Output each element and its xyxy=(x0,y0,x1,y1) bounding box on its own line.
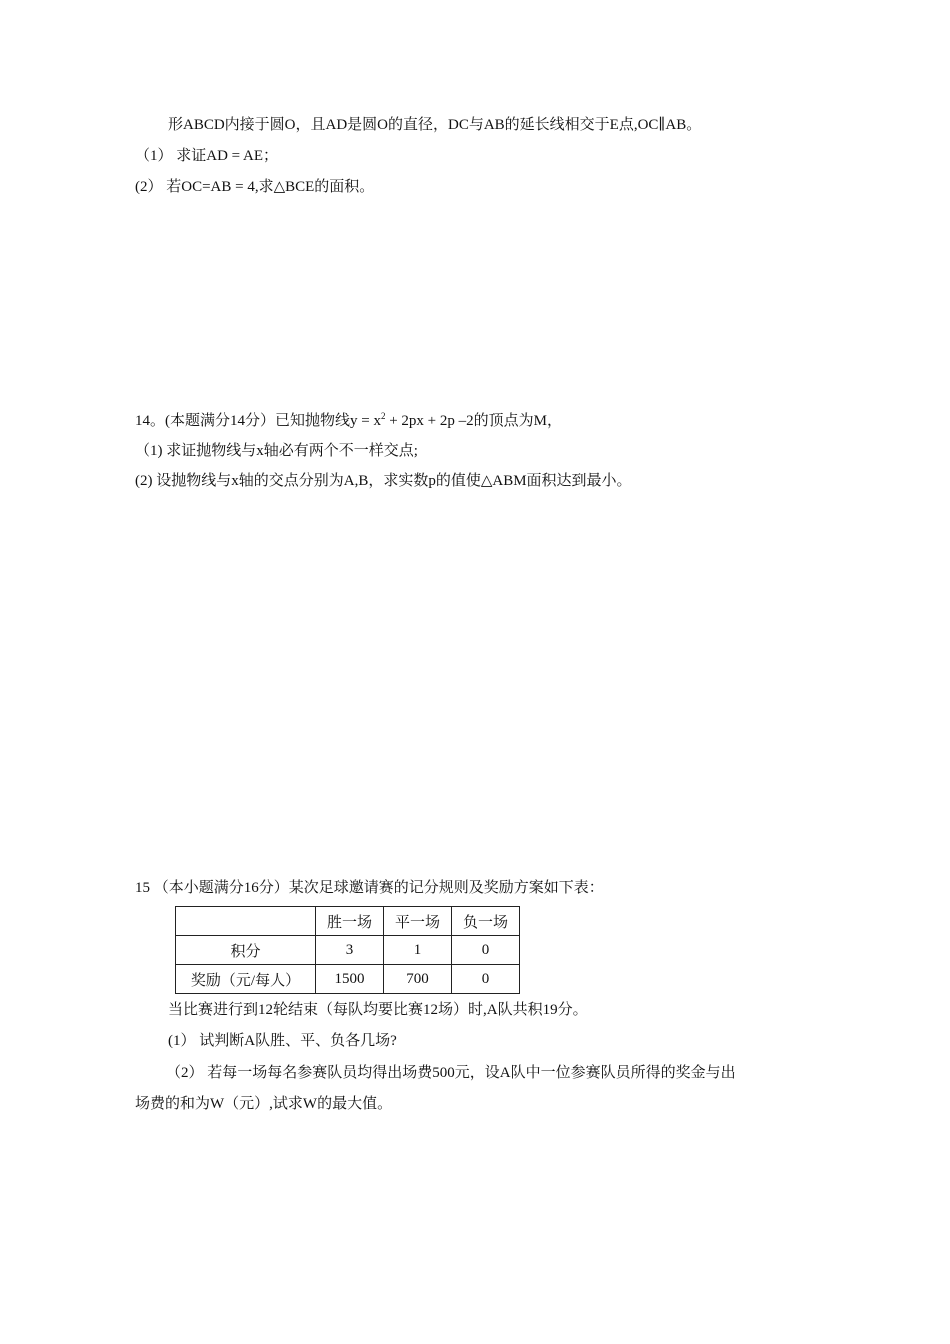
table-row xyxy=(176,965,520,994)
q15-after-table: 当比赛进行到12轮结束（每队均要比赛12场）时,A队共积19分。 xyxy=(168,1002,588,1018)
q14-stem-before: 14。(本题满分14分）已知抛物线y = x xyxy=(135,413,381,429)
q15-part1: (1） 试判断A队胜、平、负各几场? xyxy=(168,1033,397,1049)
table-cell: 奖励（元/每人） xyxy=(176,965,316,994)
score-table xyxy=(175,906,520,994)
q15-part2-line1: （2） 若每一场每名参赛队员均得出场费500元，设A队中一位参赛队员所得的奖金与出 xyxy=(166,1065,736,1081)
table-header-cell xyxy=(176,907,316,936)
q14-part2: (2) 设抛物线与x轴的交点分别为A,B，求实数p的值使△ABM面积达到最小。 xyxy=(135,473,632,489)
table-cell: 0 xyxy=(452,965,520,994)
q14-stem-after: + 2px + 2p –2的顶点为M， xyxy=(385,413,562,429)
q13-part2: (2） 若OC=AB = 4,求△BCE的面积。 xyxy=(135,179,375,195)
table-cell: 700 xyxy=(384,965,452,994)
table-cell: 1 xyxy=(384,936,452,965)
table-header-cell: 负一场 xyxy=(452,907,520,936)
table-row xyxy=(176,936,520,965)
q15-part2-line2: 场费的和为W（元）,试求W的最大值。 xyxy=(135,1096,393,1112)
q13-part1: （1） 求证AD = AE； xyxy=(135,148,279,164)
table-cell: 1500 xyxy=(316,965,384,994)
q14-part1: （1) 求证抛物线与x轴必有两个不一样交点; xyxy=(135,443,418,459)
q15-stem: 15 （本小题满分16分）某次足球邀请赛的记分规则及奖励方案如下表： xyxy=(135,880,604,896)
table-header-cell: 胜一场 xyxy=(316,907,384,936)
q14-stem-exponent: 2 xyxy=(380,411,386,421)
q13-intro: 形ABCD内接于圆O，且AD是圆O的直径，DC与AB的延长线相交于E点,OC∥AB。 xyxy=(168,117,702,133)
table-header-cell: 平一场 xyxy=(384,907,452,936)
table-cell: 积分 xyxy=(176,936,316,965)
table-cell: 3 xyxy=(316,936,384,965)
table-cell: 0 xyxy=(452,936,520,965)
q14-stem xyxy=(135,411,562,431)
table-header-row xyxy=(176,907,520,936)
